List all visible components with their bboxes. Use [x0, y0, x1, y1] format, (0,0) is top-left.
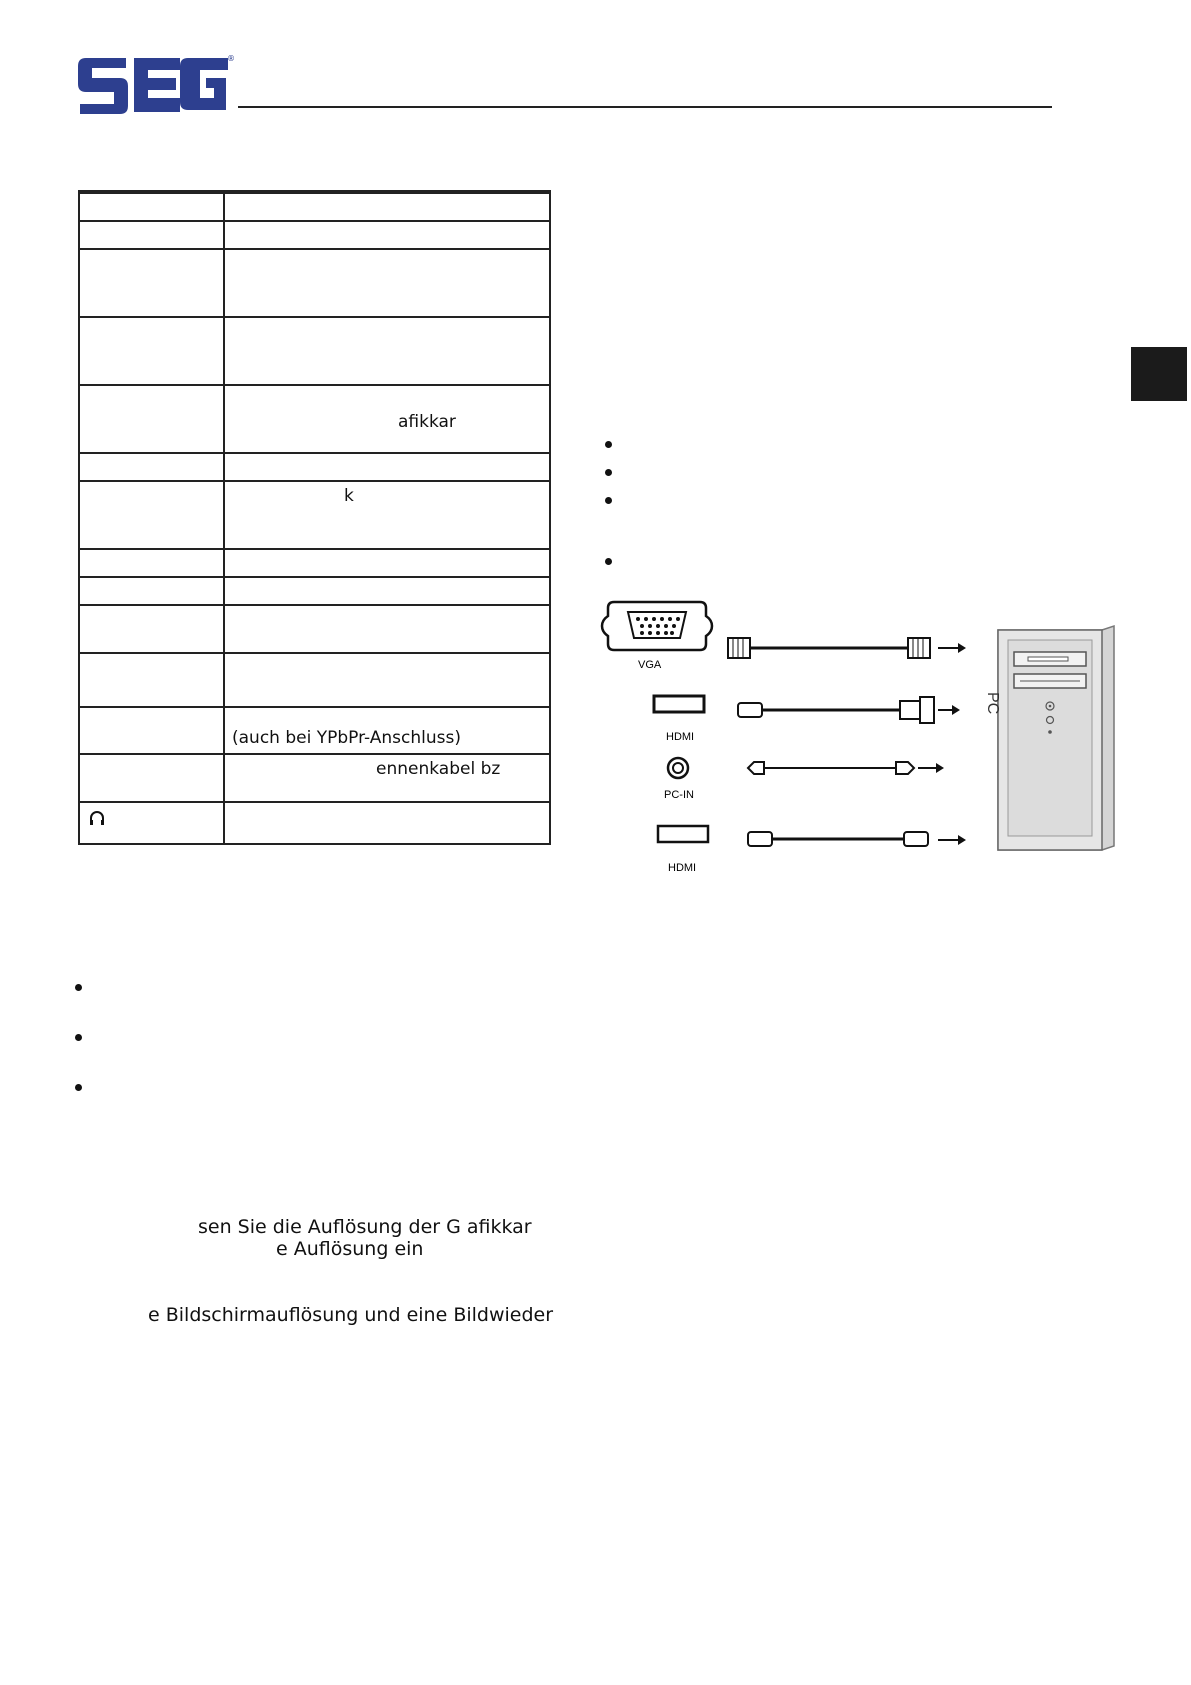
table-row	[80, 192, 549, 222]
body-text: e Auflösung ein	[276, 1238, 424, 1260]
vga-label: VGA	[638, 659, 662, 671]
hdmi-port-icon	[658, 826, 708, 842]
hdmi-port-icon	[654, 696, 704, 712]
table-row	[80, 576, 549, 606]
table-row	[80, 706, 549, 755]
arrow-icon	[938, 643, 966, 653]
headphones-icon	[88, 809, 106, 827]
vga-cable-icon	[728, 638, 930, 658]
connection-table	[78, 190, 551, 845]
table-row	[80, 480, 549, 550]
arrow-icon	[918, 763, 944, 773]
bullet	[605, 497, 612, 504]
bullet	[605, 441, 612, 448]
table-row	[80, 652, 549, 708]
arrow-icon	[938, 705, 960, 715]
audio-cable-icon	[748, 762, 914, 774]
seg-logo	[76, 52, 236, 116]
table-row	[80, 753, 549, 803]
table-cell: ennenkabel bz	[376, 759, 501, 779]
bullet	[75, 984, 82, 991]
pc-in-label: PC-IN	[664, 789, 694, 801]
hdmi-cable-icon	[748, 832, 928, 846]
header-rule	[238, 106, 1052, 108]
table-row	[80, 801, 549, 845]
table-row	[80, 384, 549, 454]
table-row	[80, 248, 549, 318]
body-text: e Bildschirmauflösung und eine Bildwieder	[148, 1304, 554, 1326]
table-row	[80, 220, 549, 250]
pc-label: PC	[984, 692, 1001, 715]
chapter-tab	[1131, 347, 1187, 401]
bullet	[75, 1034, 82, 1041]
table-row	[80, 604, 549, 654]
table-row	[80, 548, 549, 578]
arrow-icon	[938, 835, 966, 845]
audio-jack-icon	[668, 758, 688, 778]
hdmi-dvi-cable-icon	[738, 697, 934, 723]
svg-text:®: ®	[227, 54, 235, 63]
table-row	[80, 316, 549, 386]
table-cell: afikkar	[398, 412, 456, 432]
bullet	[605, 558, 612, 565]
table-row	[80, 452, 549, 482]
hdmi-label: HDMI	[666, 731, 695, 743]
bullet	[75, 1084, 82, 1091]
hdmi-label: HDMI	[668, 862, 697, 874]
table-cell: k	[344, 486, 354, 506]
pc-connection-diagram	[600, 600, 1120, 890]
body-text: sen Sie die Auflösung der G afikkar	[198, 1216, 532, 1238]
table-cell: (auch bei YPbPr-Anschluss)	[232, 728, 461, 748]
pc-tower-icon	[998, 626, 1114, 850]
bullet	[605, 469, 612, 476]
vga-port-icon	[602, 602, 712, 650]
